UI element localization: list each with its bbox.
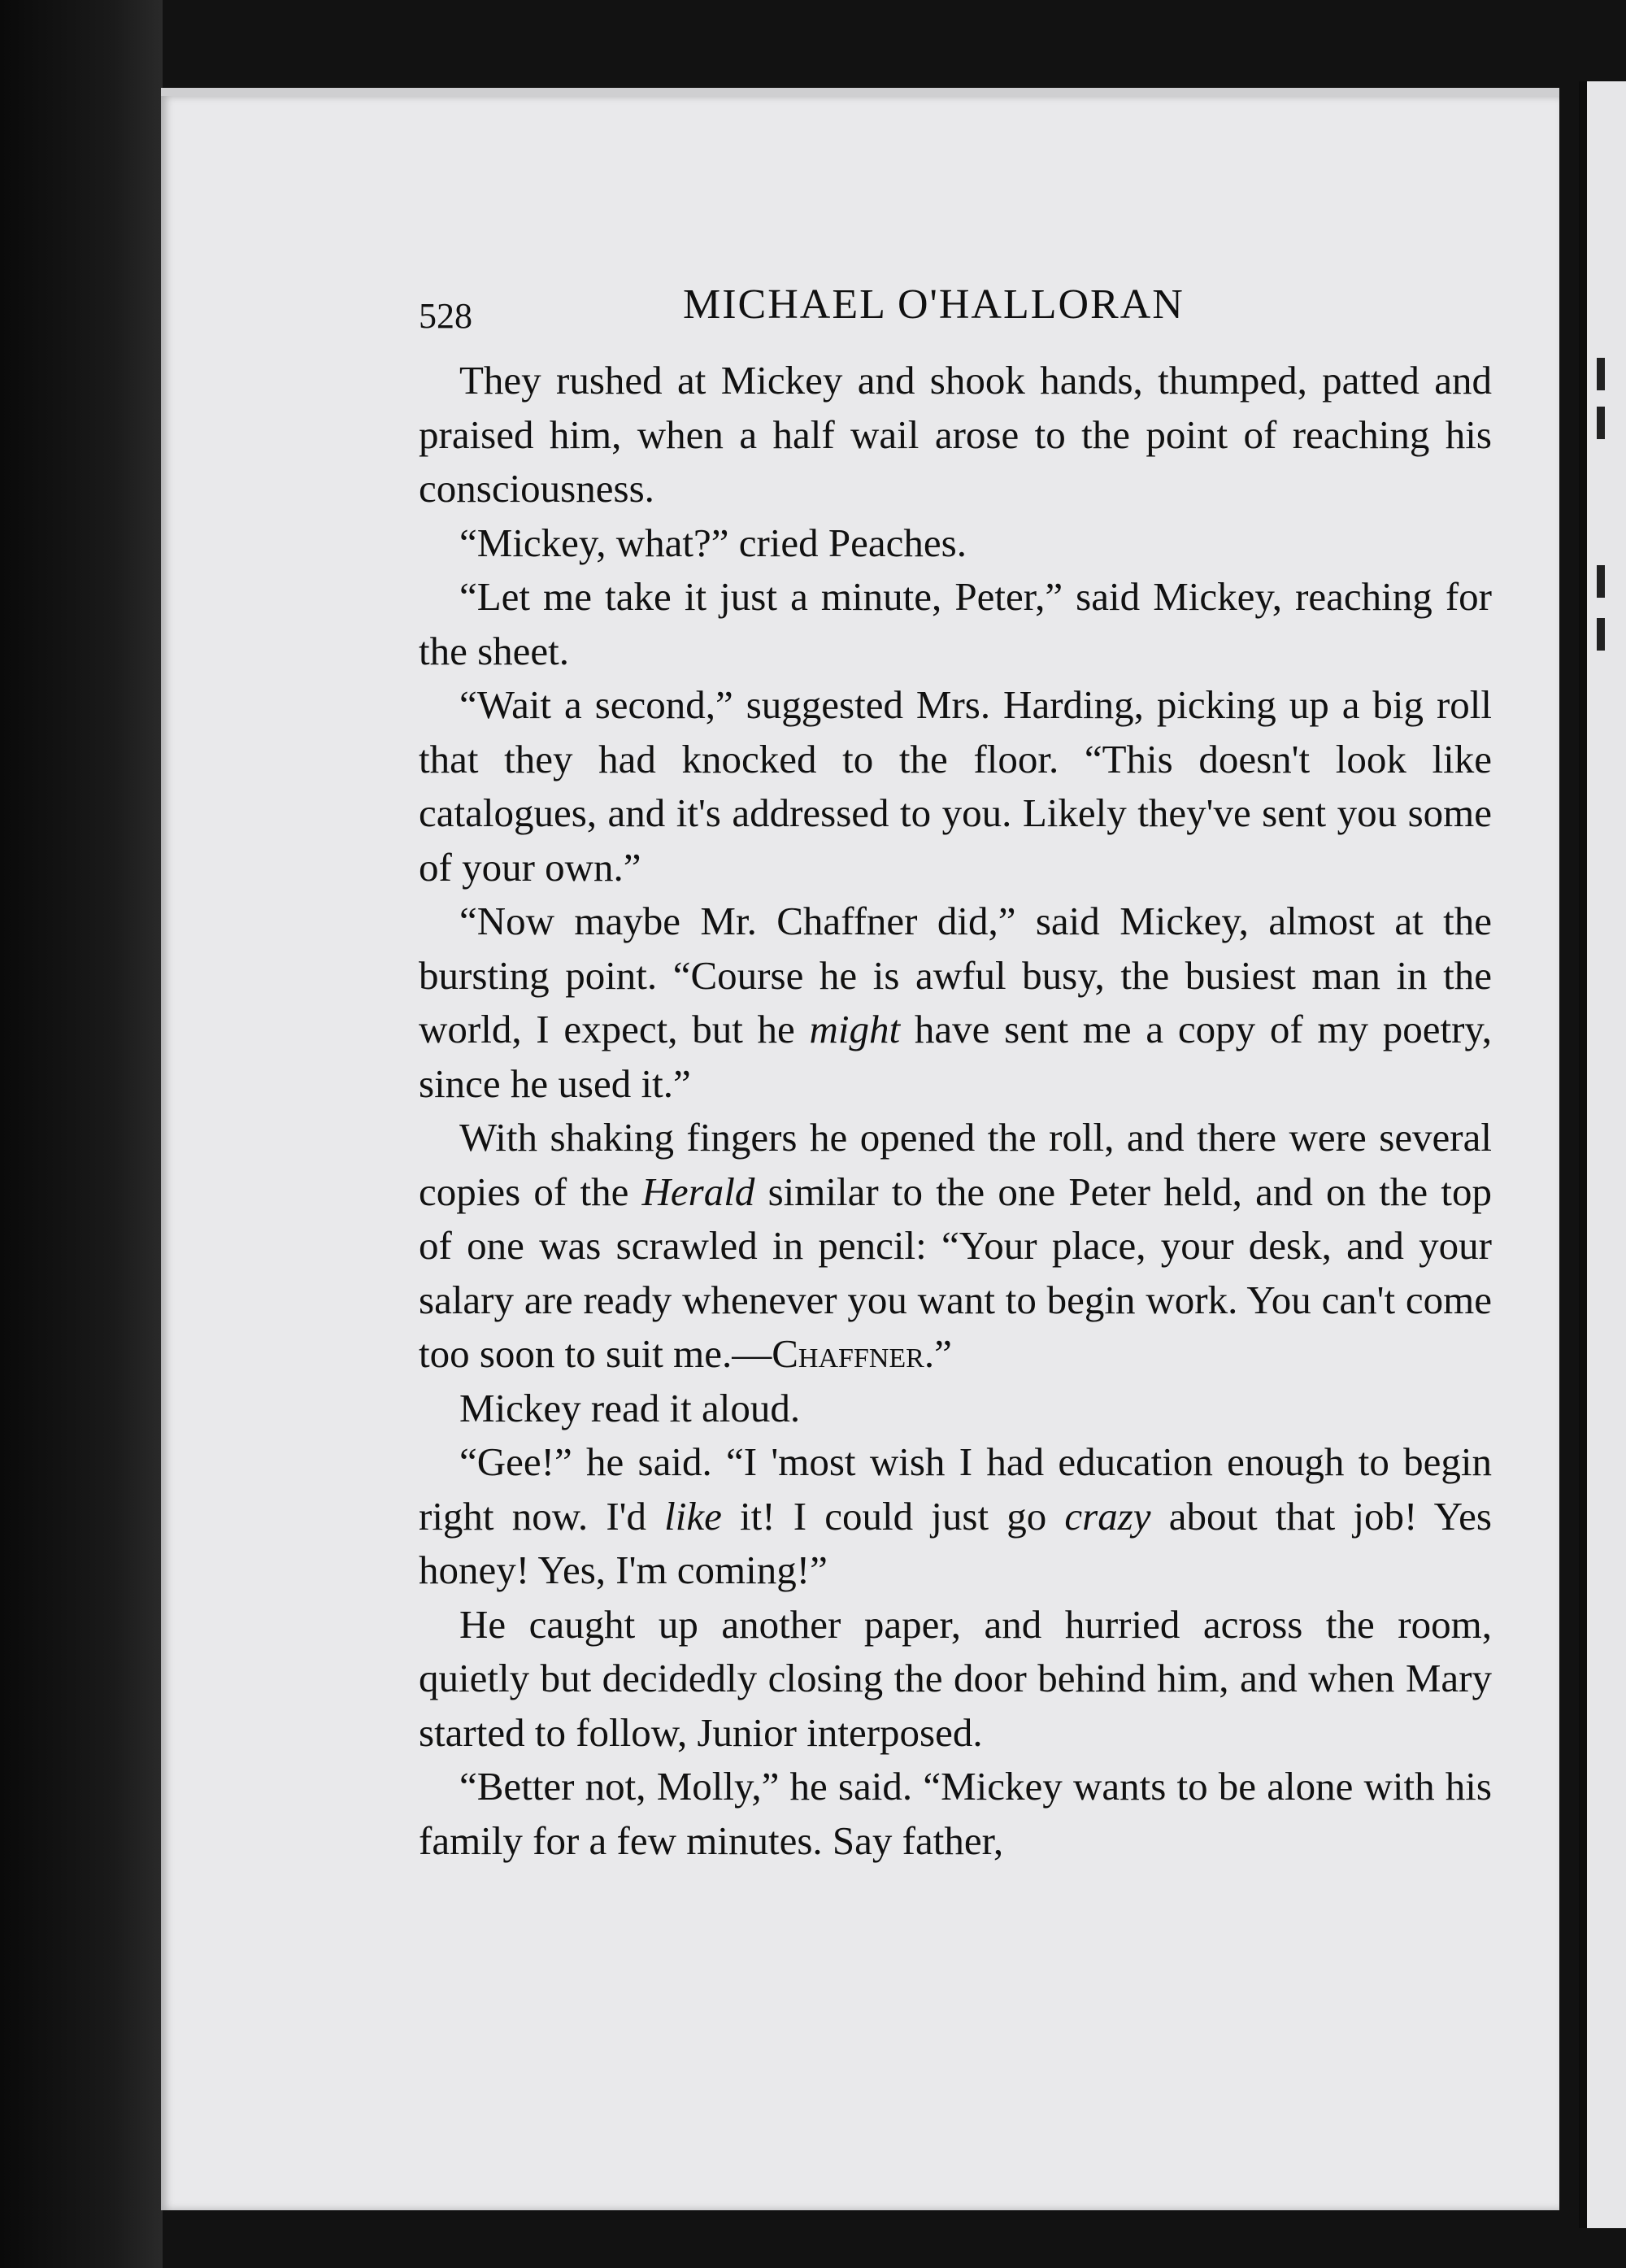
paragraph (419, 895, 1502, 1111)
adjacent-page-edge (1579, 81, 1626, 2228)
text-segment: “Now maybe Mr. Chaffner did,” said Mickey, almost at the bursting point. “Course he is awful busy, the busiest man in the world, I expect, but he (419, 899, 1502, 1051)
adjacent-page-text-fragment (1597, 358, 1605, 390)
text-segment: like (664, 1493, 722, 1539)
text-segment: “Wait a second,” suggested Mrs. Harding, picking up a big roll that they had knocked to the floor. “This doesn't look like catalogues, and it's addressed to you. Likely they've sent you some of your own.” (419, 682, 1502, 890)
text-segment: They rushed at Mickey and shook hands, thumped, patted and praised him, when a half wail arose to the point of reaching his consciousness. (419, 358, 1502, 511)
paragraph (419, 570, 1502, 678)
text-segment: might (809, 1007, 901, 1051)
text-segment: “Gee!” he said. “I 'most wish I had education enough to begin right now. I'd (419, 1439, 1502, 1539)
text-segment: He caught up another paper, and hurried across the room, quietly but decidedly closing the door behind him, and when Mary started to follow, Junior interposed. (419, 1601, 1502, 1755)
running-title: MICHAEL O'HALLORAN (683, 281, 1185, 328)
body-text (419, 354, 1502, 1868)
text-segment: Mickey read it aloud. (459, 1385, 801, 1430)
paragraph (419, 1382, 1492, 1436)
page-top-edge (161, 88, 1559, 96)
text-segment: about that job! Yes honey! Yes, I'm coming!” (419, 1493, 1502, 1592)
text-segment: have sent me a copy of my poetry, since he used it.” (419, 1007, 1502, 1106)
adjacent-page-text-fragment (1597, 407, 1605, 439)
page-number: 528 (419, 296, 472, 336)
text-segment: “Better not, Molly,” he said. “Mickey wants to be alone with his family for a few minutes. Say father, (419, 1764, 1502, 1863)
text-segment: crazy (1064, 1493, 1151, 1539)
paragraph (419, 1111, 1502, 1382)
text-segment: it! I could just go (721, 1493, 1065, 1539)
paragraph (419, 1435, 1502, 1598)
text-segment: With shaking fingers he opened the roll, and there were several copies of the (419, 1115, 1502, 1214)
scan-background-left (0, 0, 163, 2268)
paragraph (419, 1760, 1502, 1868)
paragraph (419, 354, 1502, 516)
text-segment: .” (924, 1331, 952, 1376)
text-segment: similar to the one Peter held, and on the top of one was scrawled in pencil: “Your place, your desk, and your salary are ready whenever you want to begin work. You can't come too soon to suit me.— (419, 1169, 1502, 1376)
text-segment: “Mickey, what?” cried Peaches. (459, 520, 967, 565)
paragraph (419, 1598, 1502, 1761)
paragraph (419, 516, 1492, 571)
text-segment: Herald (641, 1169, 755, 1214)
text-segment: “Let me take it just a minute, Peter,” said Mickey, reaching for the sheet. (419, 574, 1502, 673)
adjacent-page-text-fragment (1597, 565, 1605, 598)
text-segment: Chaffner (772, 1331, 924, 1376)
adjacent-page-text-fragment (1597, 618, 1605, 651)
paragraph (419, 678, 1502, 895)
page-header (419, 272, 1264, 346)
